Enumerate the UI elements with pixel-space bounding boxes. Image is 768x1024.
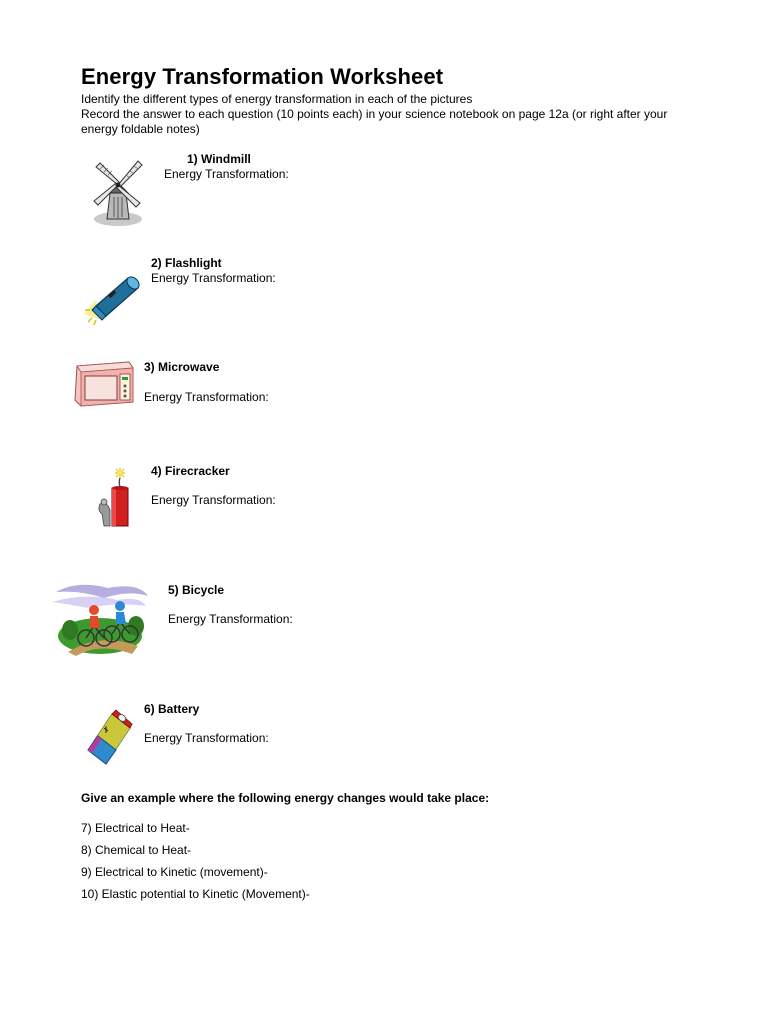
example-item: 7) Electrical to Heat- xyxy=(81,821,190,835)
question-3-title: 3) Microwave xyxy=(144,360,220,374)
instruction-line-2: Record the answer to each question (10 points each) in your science notebook on page 12a (or right after your energy foldable notes) xyxy=(81,107,668,136)
example-item: 8) Chemical to Heat- xyxy=(81,843,192,857)
battery-illustration xyxy=(78,706,134,770)
windmill-illustration xyxy=(88,153,148,229)
bicycle-illustration xyxy=(48,580,152,658)
firecracker-illustration xyxy=(94,466,134,532)
examples-heading: Give an example where the following energy changes would take place: xyxy=(81,791,490,805)
question-5-title: 5) Bicycle xyxy=(168,583,225,597)
question-3-label: Energy Transformation: xyxy=(144,390,269,404)
example-item: 10) Elastic potential to Kinetic (Movement)- xyxy=(81,887,310,901)
example-item: 9) Electrical to Kinetic (movement)- xyxy=(81,865,268,879)
question-2-title: 2) Flashlight xyxy=(151,256,222,270)
question-4-label: Energy Transformation: xyxy=(151,493,276,507)
question-6-label: Energy Transformation: xyxy=(144,731,269,745)
question-5-label: Energy Transformation: xyxy=(168,612,293,626)
question-4-title: 4) Firecracker xyxy=(151,464,230,478)
question-2-label: Energy Transformation: xyxy=(151,271,276,285)
flashlight-illustration xyxy=(82,270,144,328)
question-1-title: 1) Windmill xyxy=(187,152,251,166)
instructions xyxy=(81,92,691,137)
microwave-illustration xyxy=(71,358,137,410)
question-6-title: 6) Battery xyxy=(144,702,200,716)
worksheet-title: Energy Transformation Worksheet xyxy=(81,64,444,89)
question-1-label: Energy Transformation: xyxy=(164,167,289,181)
instruction-line-1: Identify the different types of energy transformation in each of the pictures xyxy=(81,92,473,106)
